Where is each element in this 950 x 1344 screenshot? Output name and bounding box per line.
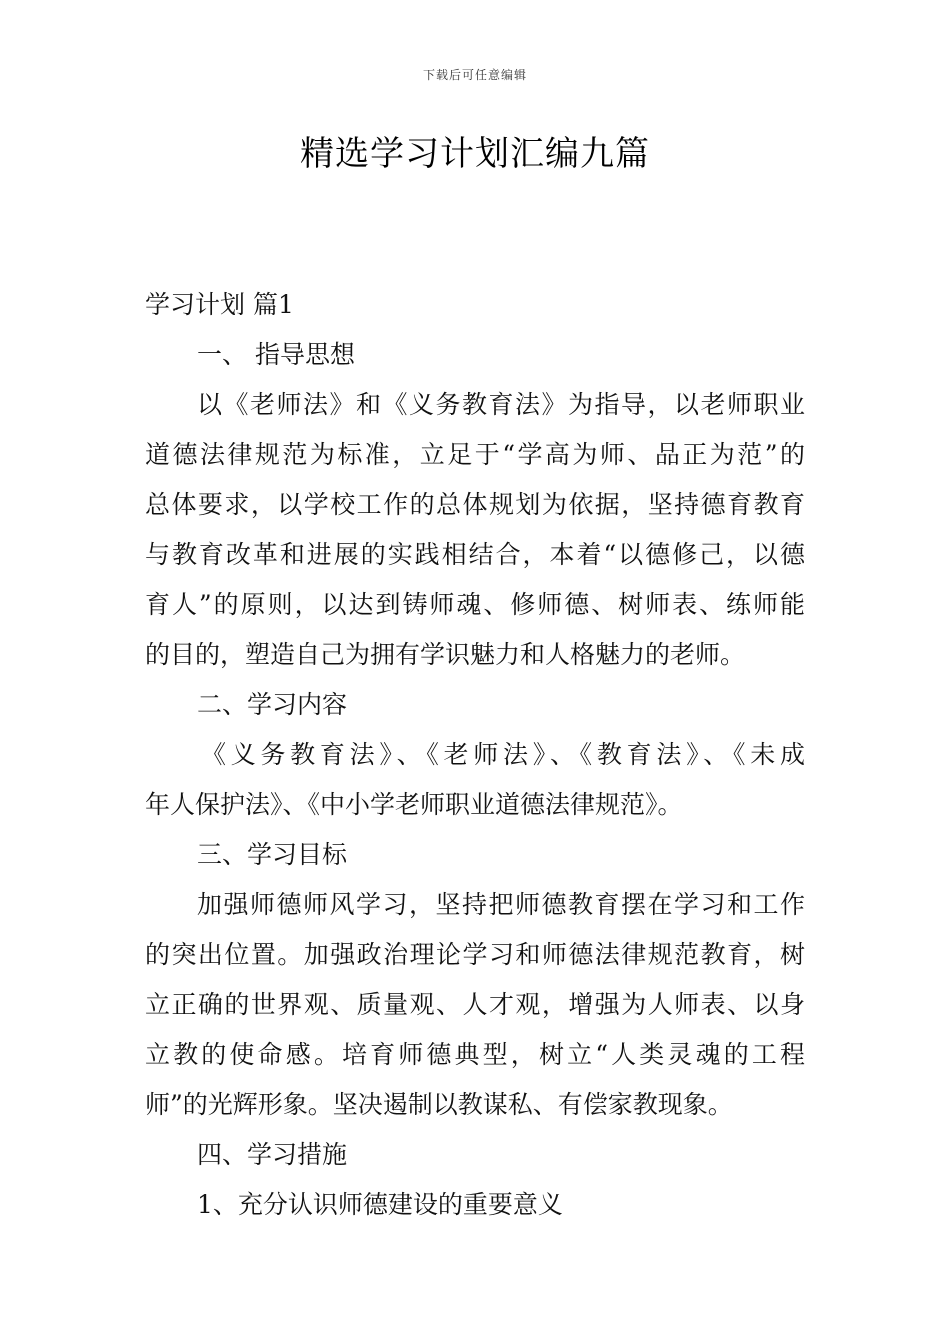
- paragraph-line: 年人保护法》、《中小学老师职业道德法律规范》。: [145, 790, 683, 819]
- subheading: 三、学习目标: [197, 840, 348, 869]
- subheading: 四、学习措施: [197, 1140, 348, 1169]
- section-heading: 学习计划 篇1: [145, 290, 294, 319]
- paragraph-line: 道德法律规范为标准，立足于“学高为师、品正为范”的: [145, 440, 805, 469]
- document-title: 精选学习计划汇编九篇: [300, 134, 650, 174]
- paragraph-line: 立正确的世界观、质量观、人才观，增强为人师表、以身: [145, 990, 805, 1019]
- page-header-note: 下载后可任意编辑: [422, 68, 527, 82]
- paragraph-line: 《义务教育法》、《老师法》、《教育法》、《未成: [201, 740, 805, 769]
- paragraph-line: 的目的，塑造自己为拥有学识魅力和人格魅力的老师。: [145, 640, 746, 669]
- subheading: 二、学习内容: [197, 690, 348, 719]
- document-body: [145, 280, 805, 1230]
- subheading: 一、 指导思想: [197, 340, 355, 369]
- paragraph-line: 与教育改革和进展的实践相结合，本着“以德修己，以德: [145, 540, 805, 569]
- paragraph-line: 立教的使命感。培育师德典型，树立“人类灵魂的工程: [145, 1040, 805, 1069]
- paragraph-line: 1、充分认识师德建设的重要意义: [197, 1190, 563, 1219]
- paragraph-line: 育人”的原则，以达到铸师魂、修师德、树师表、练师能: [145, 590, 805, 619]
- paragraph-line: 师”的光辉形象。坚决遏制以教谋私、有偿家教现象。: [145, 1090, 733, 1119]
- paragraph-line: 总体要求，以学校工作的总体规划为依据，坚持德育教育: [145, 490, 805, 519]
- paragraph-line: 加强师德师风学习，坚持把师德教育摆在学习和工作: [197, 890, 805, 919]
- paragraph-line: 的突出位置。加强政治理论学习和师德法律规范教育，树: [145, 940, 805, 969]
- paragraph-line: 以《老师法》和《义务教育法》为指导，以老师职业: [197, 390, 805, 419]
